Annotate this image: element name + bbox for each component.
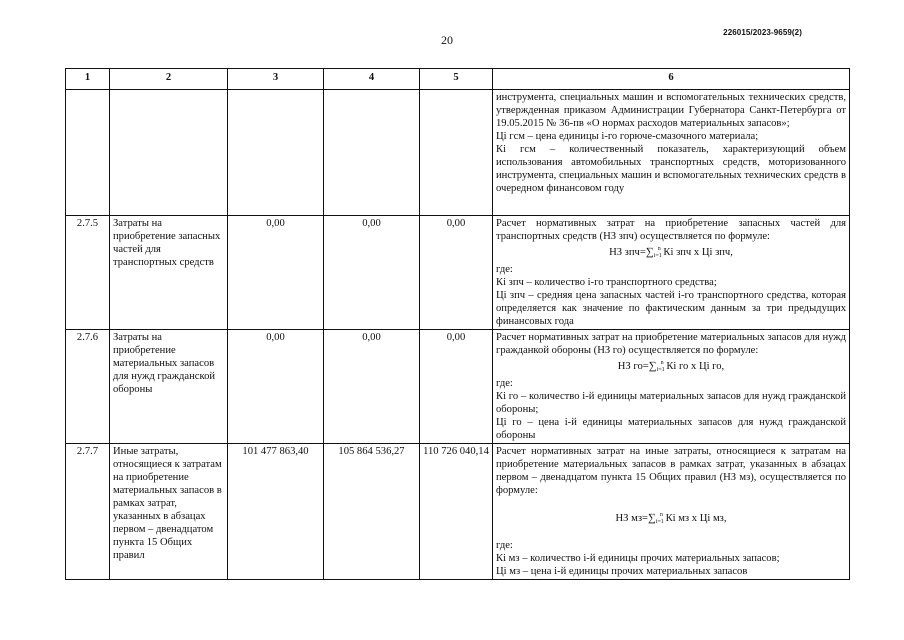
value-year2: 0,00 [324, 216, 420, 330]
where-label: где: [496, 540, 513, 551]
row-name: Затраты на приобретение материальных запасов для нужд гражданской обороны [110, 330, 228, 444]
column-header: 5 [420, 69, 493, 90]
formula: НЗ $зпч=\sum_{i=1}^n$ Кi зпч х Цi зпч, [609, 246, 733, 259]
row-name: Иные затраты, относящиеся к затратам на приобретение материальных запасов в рамках затрат, указанных в абзацах первом – двенадцатом пункта 15 Общих правил [110, 444, 228, 580]
formula: НЗ $го=\sum_{i=1}^n$ Кi го х Цi го, [617, 360, 725, 373]
table-row [66, 330, 850, 444]
sum-symbol: ∑ [648, 360, 657, 372]
definition: Цi зпч – средняя цена запасных частей i-го транспортного средства, которая определяется как значение по фактическим данным за три предыдущих финансовых года [496, 290, 846, 327]
row-code: 2.7.6 [66, 330, 110, 444]
table-row [66, 216, 850, 330]
value-year3: 110 726 040,14 [420, 444, 493, 580]
value-year2: 0,00 [324, 330, 420, 444]
table-row-continuation [66, 90, 850, 216]
calc-intro: Расчет нормативных затрат на приобретение запасных частей для транспортных средств (НЗ зпч) осуществляется по формуле: [496, 218, 846, 242]
value-year3: 0,00 [420, 330, 493, 444]
where-label: где: [496, 378, 513, 389]
definition: Цi мз – цена i-й единицы прочих материальных запасов [496, 566, 748, 577]
column-header: 6 [493, 69, 850, 90]
value-year1: 101 477 863,40 [228, 444, 324, 580]
definition: Кi мз – количество i-й единицы прочих материальных запасов; [496, 553, 780, 564]
row-code: 2.7.7 [66, 444, 110, 580]
norms-table [65, 68, 850, 580]
page-number: 20 [441, 33, 453, 47]
column-header: 4 [324, 69, 420, 90]
calc-intro: Расчет нормативных затрат на иные затраты, относящиеся к затратам на приобретение материальных запасов в рамках затрат, указанных в абзацах первом – двенадцатом пункта 15 Общих правил (НЗ мз), осуществляется по формуле: [496, 446, 846, 496]
column-header: 3 [228, 69, 324, 90]
table-row [66, 444, 850, 580]
description-cell [493, 444, 850, 580]
formula: НЗ $мз=\sum_{i=1}^n$ Кi мз х Цi мз, [615, 512, 727, 525]
sum-symbol: ∑ [645, 246, 654, 258]
value-year3: 0,00 [420, 216, 493, 330]
row-code: 2.7.5 [66, 216, 110, 330]
value-year1: 0,00 [228, 330, 324, 444]
definition: Цi го – цена i-й единицы материальных запасов для нужд гражданской обороны [496, 417, 846, 441]
value-year2: 105 864 536,27 [324, 444, 420, 580]
header-row [66, 69, 850, 90]
description-cell [493, 330, 850, 444]
definition: Кi зпч – количество i-го транспортного средства; [496, 277, 717, 288]
description-cell [493, 90, 850, 216]
document-number: 226015/2023-9659(2) [723, 28, 802, 37]
definition: Кi го – количество i-й единицы материальных запасов для нужд гражданской обороны; [496, 391, 846, 415]
sum-symbol: ∑ [648, 512, 656, 524]
description-cell [493, 216, 850, 330]
row-name: Затраты на приобретение запасных частей для транспортных средств [110, 216, 228, 330]
description-line: Цi гсм – цена единицы i-го горюче-смазочного материала; [496, 131, 759, 142]
calc-intro: Расчет нормативных затрат на приобретение материальных запасов для нужд гражданкой обороны (НЗ го) осуществляется по формуле: [496, 332, 846, 356]
value-year1: 0,00 [228, 216, 324, 330]
column-header: 2 [110, 69, 228, 90]
description-line: инструмента, специальных машин и вспомогательных технических средств, утвержденная приказом Администрации Губернатора Санкт-Петербурга от 19.05.2015 № 36-пв «О нормах расходов материальных запасов»; [496, 92, 846, 129]
where-label: где: [496, 264, 513, 275]
column-header: 1 [66, 69, 110, 90]
description-line: Кi гсм – количественный показатель, характеризующий объем использования автомобильных транспортных средств, моторизованного инструмента, специальных машин и вспомогательных технических средств в очередном финансовом году [496, 144, 846, 194]
